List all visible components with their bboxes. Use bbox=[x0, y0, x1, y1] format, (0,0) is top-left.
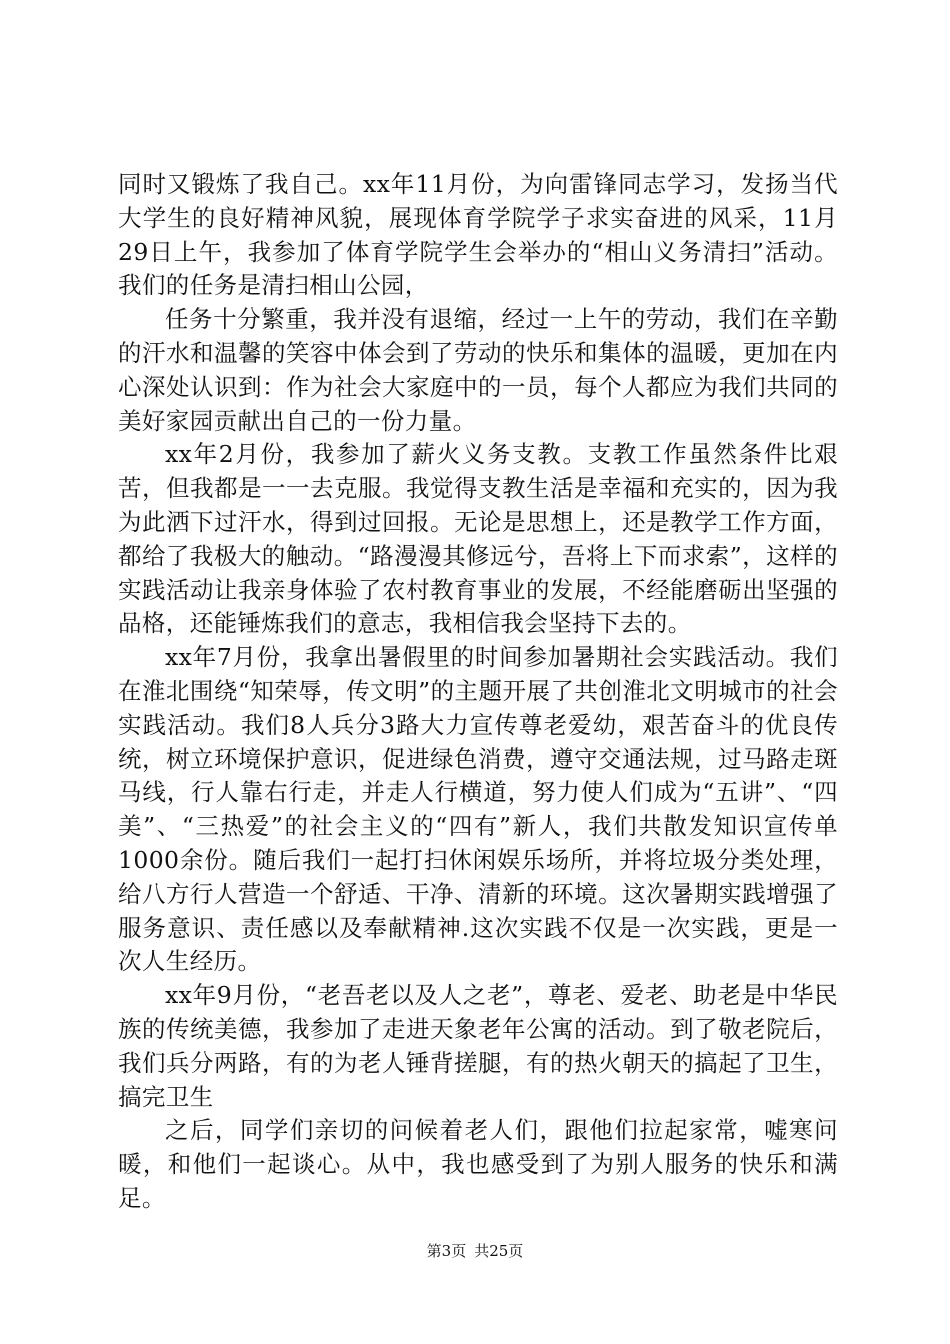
page-footer bbox=[0, 1241, 950, 1261]
paragraph-5: xx年9月份，“老吾老以及人之老”，尊老、爱老、助老是中华民族的传统美德，我参加了走进天象老年公寓的活动。到了敬老院后，我们兵分两路，有的为老人锤背搓腿，有的热火朝天的搞起了卫生，搞完卫生 bbox=[118, 981, 838, 1111]
paragraph-4: xx年7月份，我拿出暑假里的时间参加暑期社会实践活动。我们在淮北围绕“知荣辱，传文明”的主题开展了共创淮北文明城市的社会实践活动。我们8人兵分3路大力宣传尊老爱幼，艰苦奋斗的优良传统，树立环境保护意识，促进绿色消费，遵守交通法规，过马路走斑马线，行人靠右行走，并走人行横道，努力使人们成为“五讲”、“四美”、“三热爱”的社会主义的“四有”新人，我们共散发知识宣传单1000余份。随后我们一起打扫休闲娱乐场所，并将垃圾分类处理，给八方行人营造一个舒适、干净、清新的环境。这次暑期实践增强了服务意识、责任感以及奉献精神.这次实践不仅是一次实践，更是一次人生经历。 bbox=[118, 643, 838, 976]
document-body bbox=[118, 168, 838, 1216]
paragraph-1: 同时又锻炼了我自己。xx年11月份，为向雷锋同志学习，发扬当代大学生的良好精神风貌，展现体育学院学子求实奋进的风采，11月29日上午，我参加了体育学院学生会举办的“相山义务清扫”活动。我们的任务是清扫相山公园， bbox=[118, 170, 838, 300]
paragraph-6: 之后，同学们亲切的问候着老人们，跟他们拉起家常，嘘寒问暖，和他们一起谈心。从中，我也感受到了为别人服务的快乐和满足。 bbox=[118, 1116, 838, 1212]
paragraph-2: 任务十分繁重，我并没有退缩，经过一上午的劳动，我们在辛勤的汗水和温馨的笑容中体会到了劳动的快乐和集体的温暖，更加在内心深处认识到：作为社会大家庭中的一员，每个人都应为我们共同的美好家园贡献出自己的一份力量。 bbox=[118, 305, 838, 435]
page-number: 第3页 bbox=[426, 1242, 467, 1260]
page-total: 共25页 bbox=[474, 1242, 524, 1260]
paragraph-3: xx年2月份，我参加了薪火义务支教。支教工作虽然条件比艰苦，但我都是一一去克服。我觉得支教生活是幸福和充实的，因为我为此洒下过汗水，得到过回报。无论是思想上，还是教学工作方面，都给了我极大的触动。“路漫漫其修远兮，吾将上下而求索”，这样的实践活动让我亲身体验了农村教育事业的发展，不经能磨砺出坚强的品格，还能锤炼我们的意志，我相信我会坚持下去的。 bbox=[118, 440, 838, 638]
